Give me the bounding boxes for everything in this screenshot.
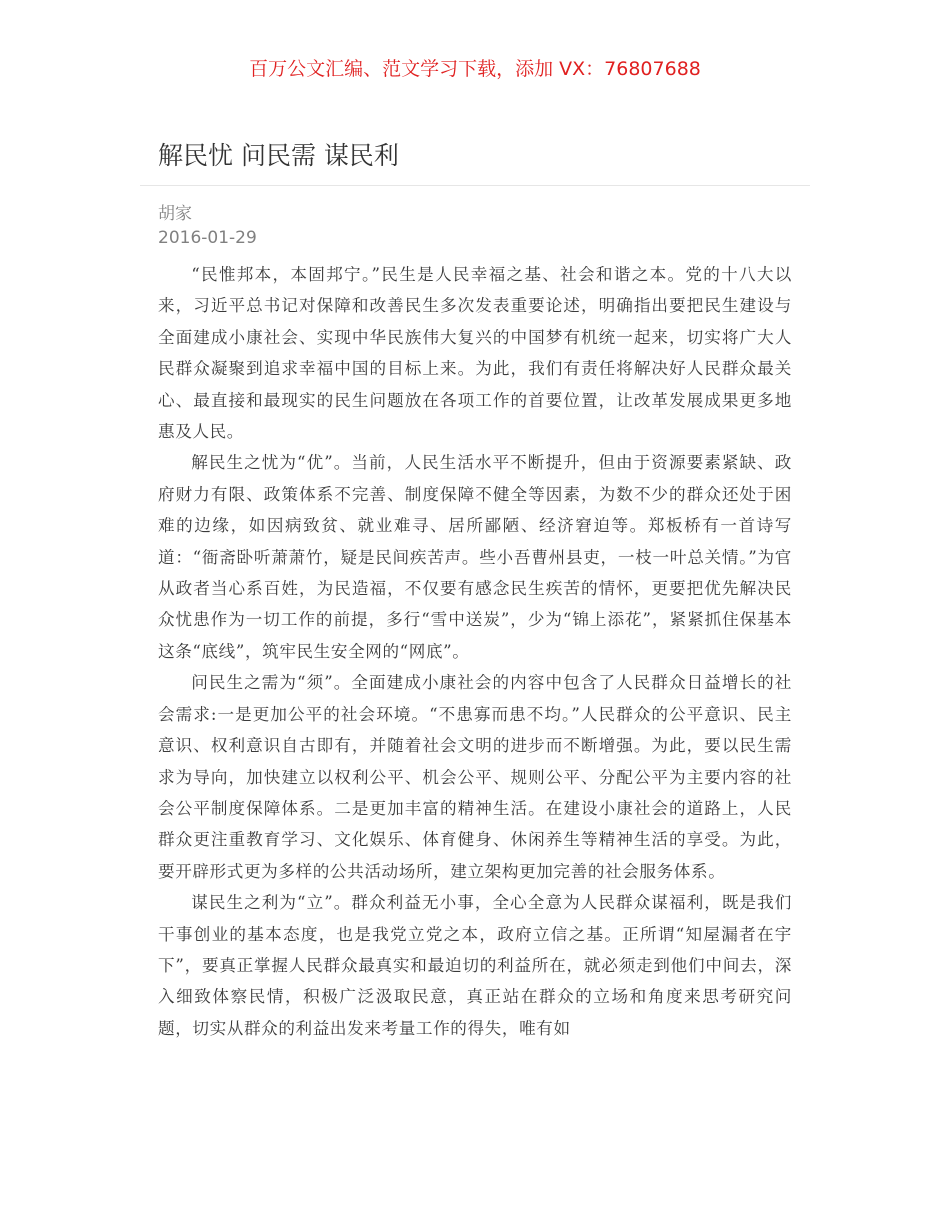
- article-paragraph: 谋民生之利为“立”。群众利益无小事，全心全意为人民群众谋福利，既是我们干事创业的基本态度，也是我党立党之本，政府立信之基。正所谓“知屋漏者在宇下”，要真正掌握人民群众最真实和最迫切的利益所在，就必须走到他们中间去，深入细致体察民情，积极广泛汲取民意，真正站在群众的立场和角度来思考研究问题，切实从群众的利益出发来考量工作的得失，唯有如: [158, 893, 792, 1038]
- promo-banner: 百万公文汇编、范文学习下载，添加 VX：76807688: [249, 58, 701, 80]
- title-divider: [140, 185, 810, 186]
- article-title: 解民忧 问民需 谋民利: [158, 141, 399, 170]
- article-author: 胡家: [158, 204, 192, 224]
- article-date: 2016-01-29: [158, 228, 257, 248]
- article-paragraph: 解民生之忧为“优”。当前，人民生活水平不断提升，但由于资源要素紧缺、政府财力有限、政策体系不完善、制度保障不健全等因素，为数不少的群众还处于困难的边缘，如因病致贫、就业难寻、居所鄙陋、经济窘迫等。郑板桥有一首诗写道：“衙斋卧听萧萧竹，疑是民间疾苦声。些小吾曹州县吏，一枝一叶总关情。”为官从政者当心系百姓，为民造福，不仅要有感念民生疾苦的情怀，更要把优先解决民众忧患作为一切工作的前提，多行“雪中送炭”，少为“锦上添花”，紧紧抓住保基本这条“底线”，筑牢民生安全网的“网底”。: [158, 453, 792, 661]
- article-paragraph: “民惟邦本，本固邦宁。”民生是人民幸福之基、社会和谐之本。党的十八大以来，习近平总书记对保障和改善民生多次发表重要论述，明确指出要把民生建设与全面建成小康社会、实现中华民族伟大复兴的中国梦有机统一起来，切实将广大人民群众凝聚到追求幸福中国的目标上来。为此，我们有责任将解决好人民群众最关心、最直接和最现实的民生问题放在各项工作的首要位置，让改革发展成果更多地惠及人民。: [158, 265, 792, 442]
- article-paragraph: 问民生之需为“须”。全面建成小康社会的内容中包含了人民群众日益增长的社会需求:一是更加公平的社会环境。“不患寡而患不均。”人民群众的公平意识、民主意识、权利意识自古即有，并随着社会文明的进步而不断增强。为此，要以民生需求为导向，加快建立以权利公平、机会公平、规则公平、分配公平为主要内容的社会公平制度保障体系。二是更加丰富的精神生活。在建设小康社会的道路上，人民群众更注重教育学习、文化娱乐、体育健身、休闲养生等精神生活的享受。为此，要开辟形式更为多样的公共活动场所，建立架构更加完善的社会服务体系。: [158, 673, 792, 881]
- article-body: [158, 259, 792, 1044]
